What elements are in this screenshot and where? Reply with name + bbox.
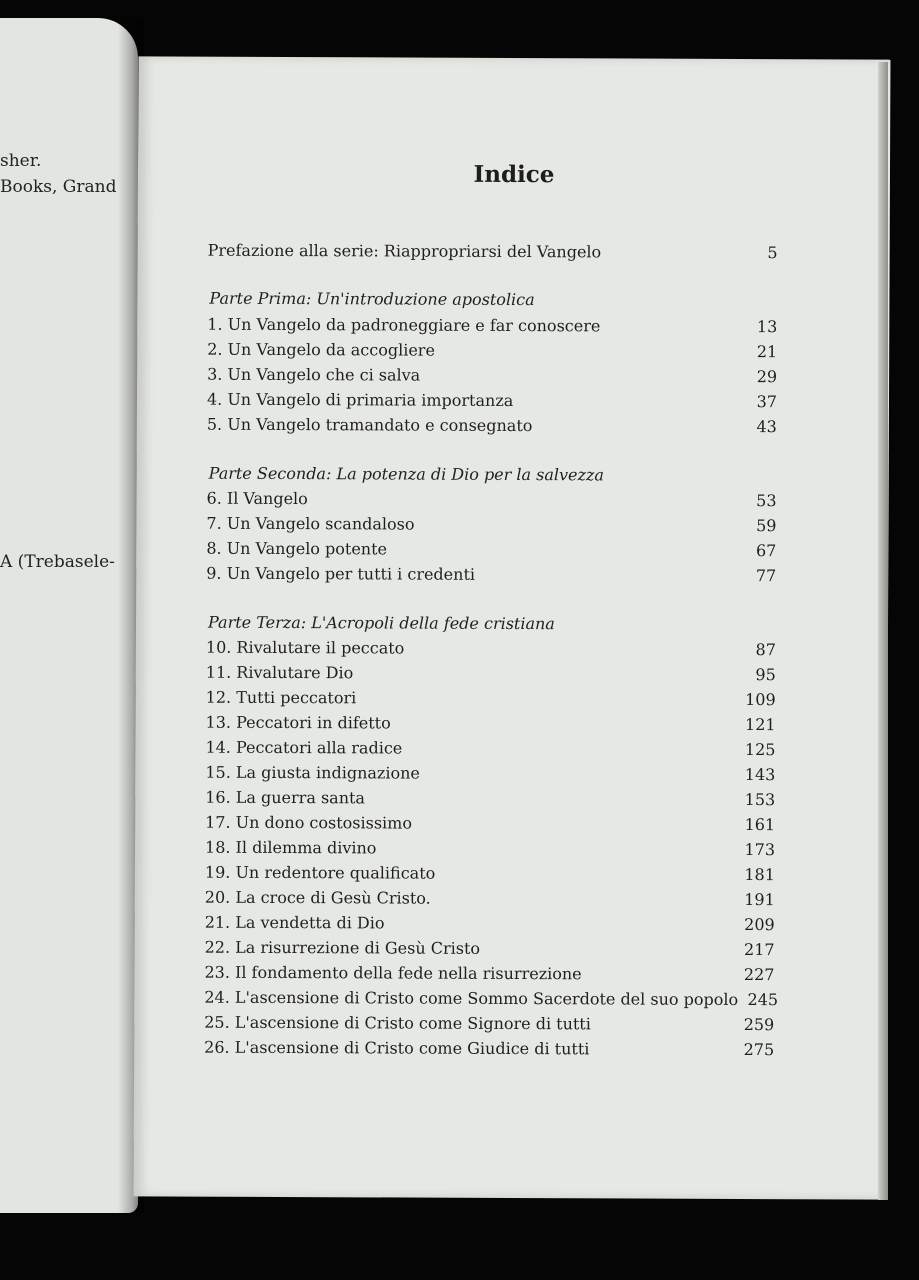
toc-entry <box>205 888 775 912</box>
toc-entry <box>205 913 775 937</box>
toc-entry-title: 9. Un Vangelo per tutti i credenti <box>206 563 476 584</box>
toc-entry-page: 191 <box>744 890 775 910</box>
toc-entry <box>206 663 776 687</box>
toc-entry-page: 227 <box>743 965 775 985</box>
toc-entry-title: 17. Un dono costosissimo <box>205 812 413 833</box>
toc-entry-page: 13 <box>756 317 778 337</box>
toc-entry-page: 29 <box>756 367 778 387</box>
toc-entry-page: 53 <box>756 491 777 511</box>
page-edge <box>878 62 888 1200</box>
toc-entry <box>205 788 775 812</box>
toc-entry-page: 109 <box>745 690 776 710</box>
toc-entry-page: 143 <box>744 765 776 785</box>
toc-entry-title: 22. La risurrezione di Gesù Cristo <box>204 937 481 958</box>
toc-entry-title: 7. Un Vangelo scandaloso <box>206 513 415 534</box>
toc-entry-title: 24. L'ascensione di Cristo come Sommo Sacerdote del suo popolo <box>204 987 739 1009</box>
toc-entry-title: 23. Il fondamento della fede nella risurrezione <box>204 962 582 984</box>
toc-entry-page: 161 <box>744 815 776 835</box>
part-heading: Parte Terza: L'Acropoli della fede cristiana <box>207 612 555 634</box>
toc-entry-title: 6. Il Vangelo <box>206 488 308 509</box>
toc-entry-title: 25. L'ascensione di Cristo come Signore di tutti <box>204 1012 591 1034</box>
toc-entry-page: 173 <box>744 840 776 860</box>
toc-entry <box>206 564 776 588</box>
toc-entry-preface <box>208 241 778 265</box>
toc-entry-title: 15. La giusta indignazione <box>205 762 420 783</box>
toc-entry-page: 59 <box>756 516 777 536</box>
toc-entry <box>205 938 775 962</box>
toc-entry <box>205 738 775 762</box>
toc-entry-title: 21. La vendetta di Dio <box>204 912 385 933</box>
toc-entry-title: 1. Un Vangelo da padroneggiare e far conoscere <box>207 314 601 336</box>
toc-entry-title: 11. Rivalutare Dio <box>205 662 354 683</box>
toc-entry-page: 87 <box>755 640 776 660</box>
toc-entry-page: 181 <box>744 865 775 885</box>
toc-entry-page: 245 <box>747 990 779 1010</box>
toc-entry <box>207 390 777 414</box>
toc-entry-title: 20. La croce di Gesù Cristo. <box>204 887 431 908</box>
part-heading: Parte Prima: Un'introduzione apostolica <box>209 288 535 310</box>
toc-entry-title: 3. Un Vangelo che ci salva <box>207 364 421 385</box>
toc-entry-title: 16. La guerra santa <box>205 787 366 808</box>
toc-entry <box>205 813 775 837</box>
toc-entry-page: 121 <box>744 715 776 735</box>
toc-entry <box>207 489 777 513</box>
toc-entry <box>207 365 777 389</box>
toc-entry <box>204 1038 774 1062</box>
toc-entry-page: 259 <box>743 1015 775 1035</box>
toc-entry <box>207 415 777 439</box>
toc-entry-page: 125 <box>744 740 776 760</box>
toc-entry <box>206 514 776 538</box>
toc-entry-page: 37 <box>756 392 778 412</box>
toc-entry-title: 5. Un Vangelo tramandato e consegnato <box>206 414 533 436</box>
toc-entry <box>207 340 777 364</box>
toc-entry <box>204 1013 774 1037</box>
toc-entry-page: 67 <box>755 541 777 561</box>
toc-entry <box>206 713 776 737</box>
toc-entry-page: 153 <box>744 790 776 810</box>
toc-entry <box>204 963 774 987</box>
toc-entry <box>204 987 779 1012</box>
toc-entry-page: 209 <box>744 915 775 935</box>
toc-entry-title: 26. L'ascensione di Cristo come Giudice di tutti <box>204 1037 590 1059</box>
toc-entry-title: 13. Peccatori in difetto <box>205 712 391 733</box>
toc-entry <box>205 838 775 862</box>
toc-entry-title: 19. Un redentore qualificato <box>204 862 436 883</box>
right-page <box>134 56 891 1199</box>
toc-entry <box>207 315 777 339</box>
left-page-text-line: Books, Grand <box>0 177 117 197</box>
toc-entry-title: 12. Tutti peccatori <box>205 687 357 708</box>
toc-entry <box>206 539 776 563</box>
left-page-text-line: sher. <box>0 151 42 171</box>
part-heading: Parte Seconda: La potenza di Dio per la salvezza <box>208 463 604 485</box>
toc-entry-title: Prefazione alla serie: Riappropriarsi del Vangelo <box>207 240 602 262</box>
toc-entry-title: 4. Un Vangelo di primaria importanza <box>206 389 514 411</box>
page-title: Indice <box>473 160 555 189</box>
toc-entry-page: 77 <box>755 566 777 586</box>
toc-entry-page: 43 <box>756 417 777 437</box>
toc-entry <box>205 863 775 887</box>
toc-entry-title: 14. Peccatori alla radice <box>205 737 403 758</box>
toc-entry-page: 21 <box>756 342 778 362</box>
toc-entry-title: 10. Rivalutare il peccato <box>205 637 405 658</box>
toc-entry-page: 217 <box>744 940 775 960</box>
toc-entry <box>206 688 776 712</box>
left-page-text-line: A (Trebasele- <box>0 552 115 572</box>
toc-entry-page: 275 <box>743 1040 775 1060</box>
toc-entry-page: 5 <box>767 243 778 263</box>
toc-entry-title: 8. Un Vangelo potente <box>206 538 388 559</box>
toc-entry-page: 95 <box>755 665 776 685</box>
toc-entry-title: 2. Un Vangelo da accogliere <box>207 339 435 360</box>
toc-entry <box>205 763 775 787</box>
toc-entry-title: 18. Il dilemma divino <box>204 837 377 858</box>
toc-entry <box>206 638 776 662</box>
